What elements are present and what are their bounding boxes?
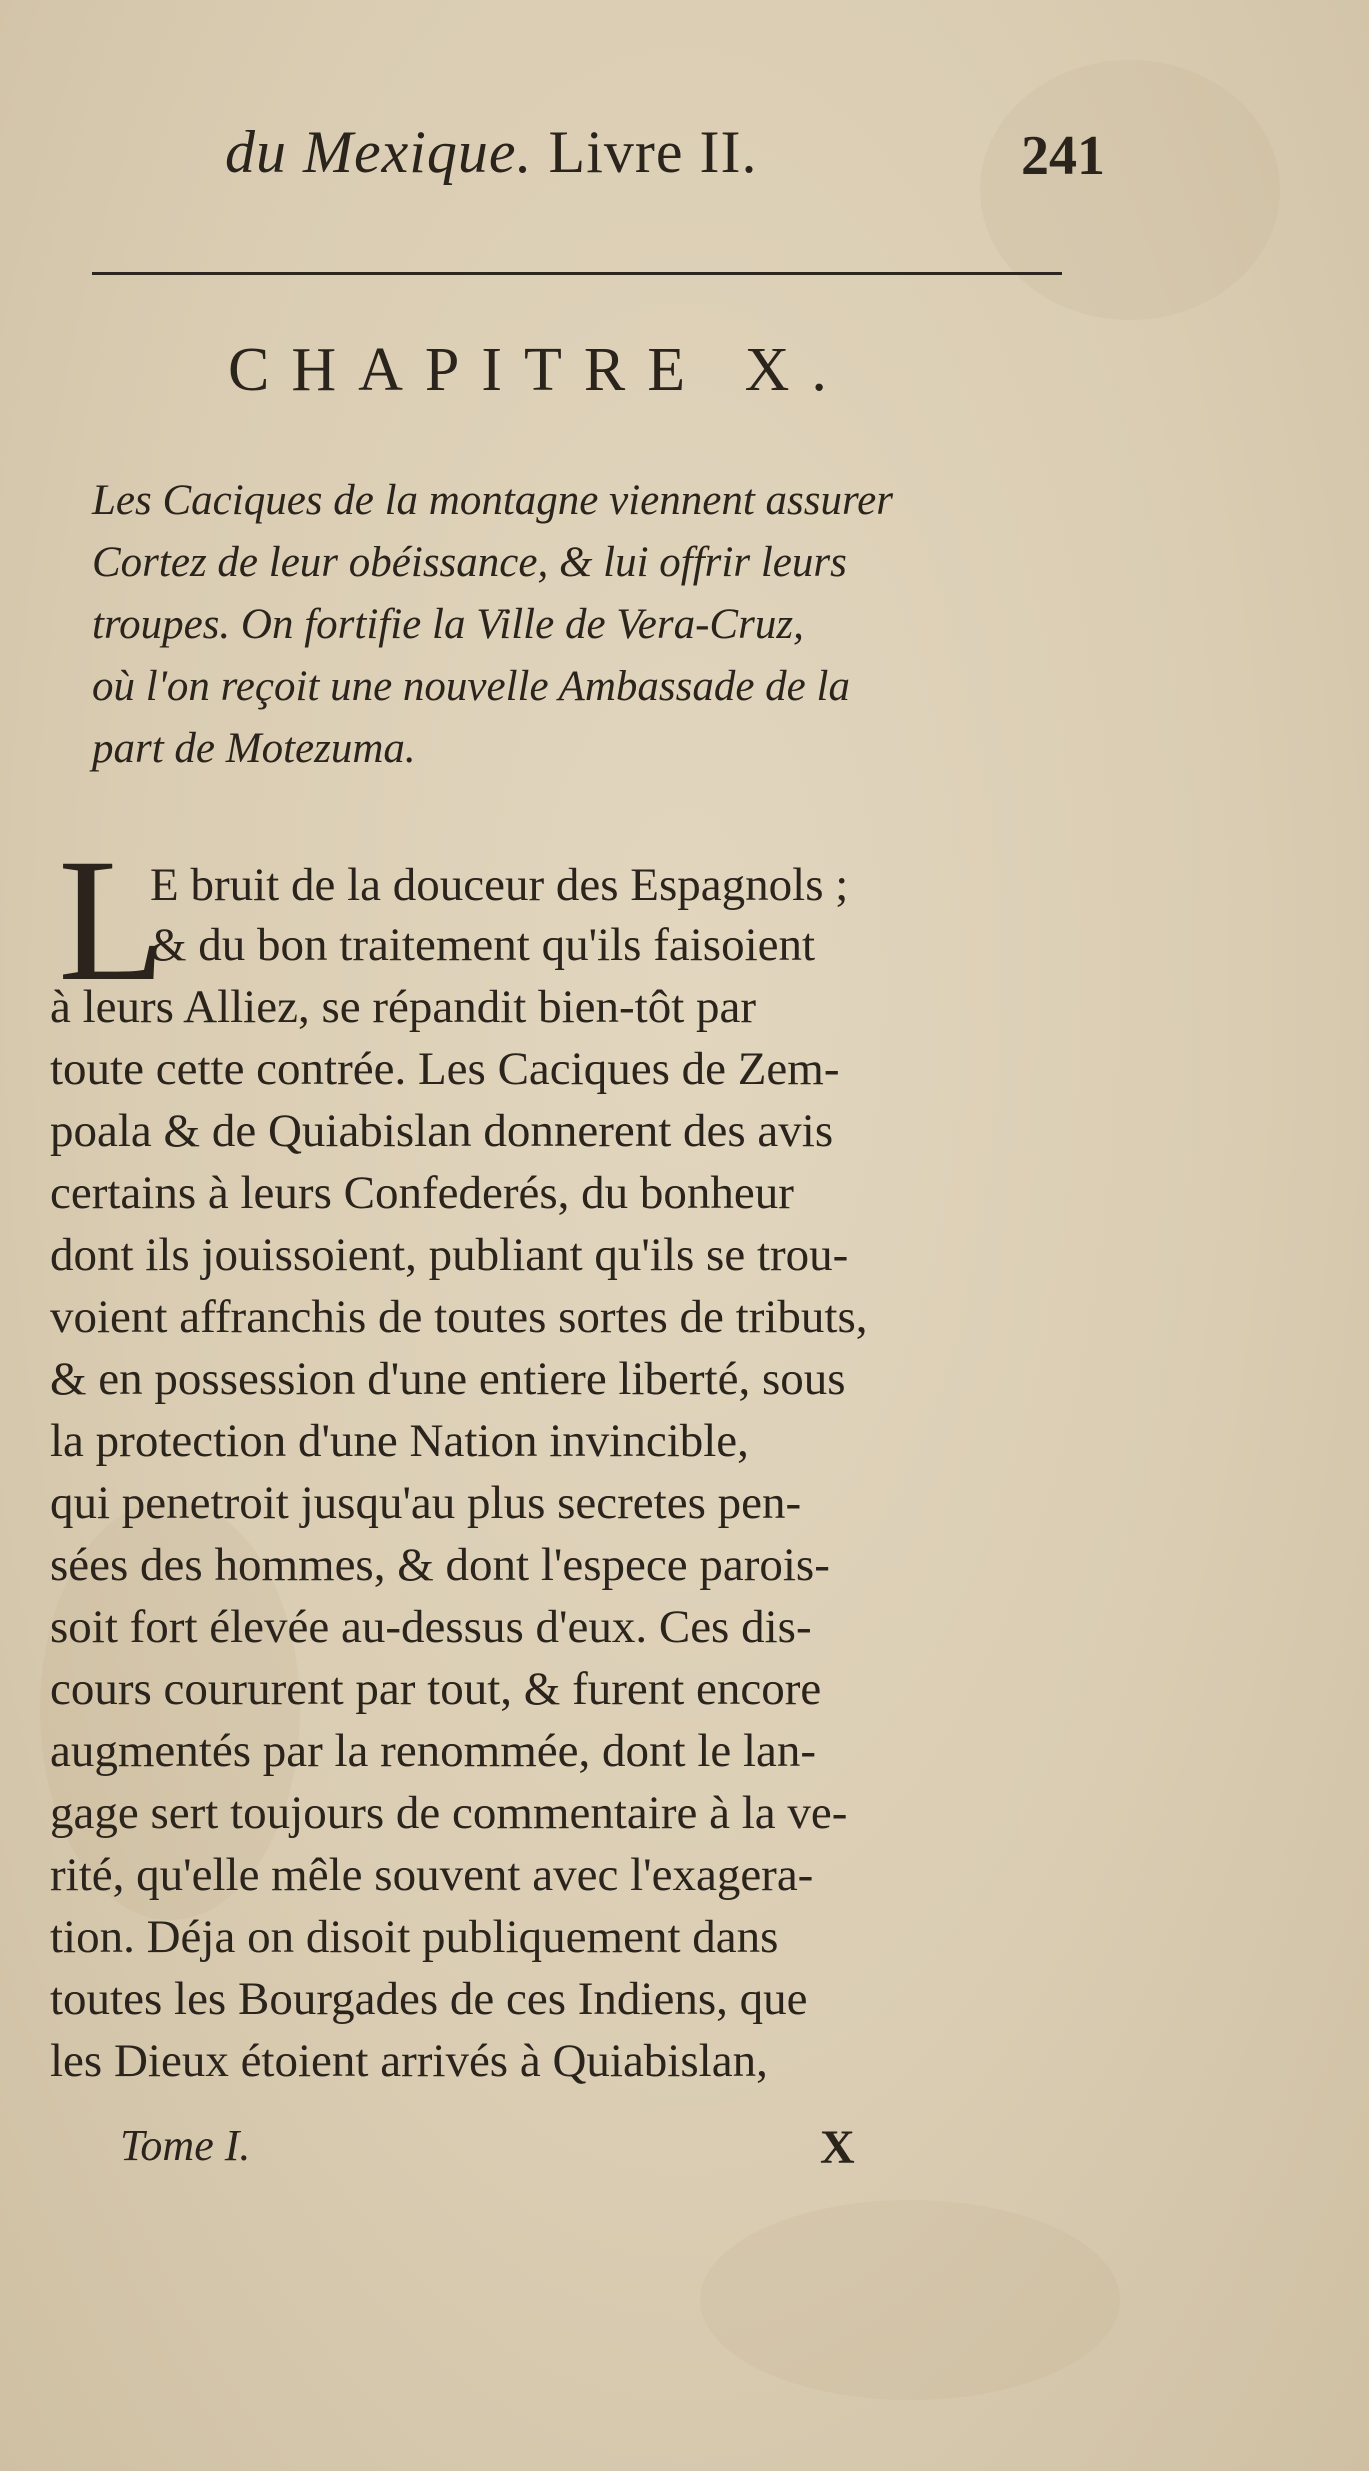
summary-line: où l'on reçoit une nouvelle Ambassade de la xyxy=(92,663,850,710)
running-head-roman: Livre II. xyxy=(532,119,758,185)
summary-line: Les Caciques de la montagne viennent assurer xyxy=(92,477,893,524)
body-line: gage sert toujours de commentaire à la ve- xyxy=(50,1787,848,1839)
running-head-italic: du Mexique. xyxy=(225,119,533,185)
drop-cap: L xyxy=(58,823,166,1018)
body-line: & en possession d'une entiere liberté, sous xyxy=(50,1353,846,1405)
body-line: les Dieux étoient arrivés à Quiabislan, xyxy=(50,2035,768,2087)
body-line: rité, qu'elle mêle souvent avec l'exagera- xyxy=(50,1849,814,1901)
running-head xyxy=(225,118,757,187)
body-line: tion. Déja on disoit publiquement dans xyxy=(50,1911,779,1963)
header-rule xyxy=(92,272,1062,275)
body-line: toute cette contrée. Les Caciques de Zem- xyxy=(50,1043,840,1095)
paper-stain xyxy=(700,2200,1120,2400)
body-line: poala & de Quiabislan donnerent des avis xyxy=(50,1105,834,1157)
body-line: qui penetroit jusqu'au plus secretes pen- xyxy=(50,1477,802,1529)
body-line: cours coururent par tout, & furent encore xyxy=(50,1663,822,1715)
body-line: à leurs Alliez, se répandit bien-tôt par xyxy=(50,981,757,1033)
page-footer xyxy=(120,2120,1080,2190)
body-line: voient affranchis de toutes sortes de tributs, xyxy=(50,1291,868,1343)
body-line: soit fort élevée au-dessus d'eux. Ces dis- xyxy=(50,1601,812,1653)
body-line: E bruit de la douceur des Espagnols ; xyxy=(150,859,849,911)
body-line: sées des hommes, & dont l'espece parois- xyxy=(50,1539,830,1591)
body-line: la protection d'une Nation invincible, xyxy=(50,1415,749,1467)
body-line: toutes les Bourgades de ces Indiens, que xyxy=(50,1973,808,2025)
chapter-title: CHAPITRE X. xyxy=(228,336,849,404)
body-line: dont ils jouissoient, publiant qu'ils se trou- xyxy=(50,1229,849,1281)
chapter-summary xyxy=(92,470,1102,780)
volume-signature: Tome I. xyxy=(120,2121,251,2170)
summary-line: troupes. On fortifie la Ville de Vera-Cruz, xyxy=(92,601,804,648)
summary-line: Cortez de leur obéissance, & lui offrir leurs xyxy=(92,539,847,586)
body-line: certains à leurs Confederés, du bonheur xyxy=(50,1167,794,1219)
page-header xyxy=(225,118,1105,198)
gathering-signature: X xyxy=(820,2121,855,2174)
summary-line: part de Motezuma. xyxy=(92,725,416,772)
body-line: & du bon traitement qu'ils faisoient xyxy=(150,919,816,971)
page-number: 241 xyxy=(1021,125,1105,187)
body-line: augmentés par la renommée, dont le lan- xyxy=(50,1725,817,1777)
